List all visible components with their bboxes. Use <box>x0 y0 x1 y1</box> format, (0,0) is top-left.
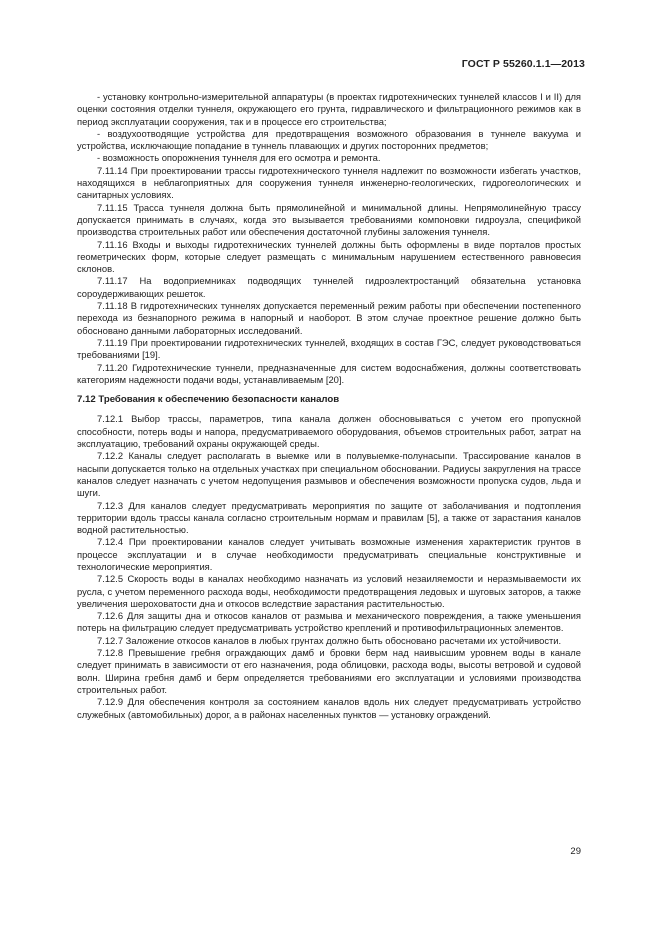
paragraph-7-12-1: 7.12.1 Выбор трассы, параметров, типа канала должен обосновываться с учетом его пропускной способности, потерь воды и напора, предусматриваемого оборудования, объемов строительных работ, затрат на эксплуатацию, требований охраны окружающей среды. <box>77 413 581 450</box>
paragraph-7-12-3: 7.12.3 Для каналов следует предусматривать мероприятия по защите от заболачивания и подтопления территории вдоль трассы канала согласно строительным нормам и правилам [5], а также от зарастания каналов водной растительностью. <box>77 499 581 536</box>
paragraph-7-12-6: 7.12.6 Для защиты дна и откосов каналов от размыва и механического повреждения, а также уменьшения потерь на фильтрацию следует предусматривать устройство креплений и противофильтрационных элементов. <box>77 610 581 634</box>
paragraph-7-11-14: 7.11.14 При проектировании трассы гидротехнического туннеля надлежит по возможности избегать участков, находящихся в неблагоприятных для сооружения туннеля инженерно-геологических, гидрогеологических и санитарных условиях. <box>77 164 581 201</box>
paragraph-7-12-7: 7.12.7 Заложение откосов каналов в любых грунтах должно быть обосновано расчетами их устойчивости. <box>97 634 562 646</box>
paragraph-7-11-19: 7.11.19 При проектировании гидротехнических туннелей, входящих в состав ГЭС, следует руководствоваться требованиями [19]. <box>77 336 581 361</box>
document-code: ГОСТ Р 55260.1.1—2013 <box>461 58 585 70</box>
paragraph-bullet-2: - воздухоотводящие устройства для предотвращения возможного образования в туннеле вакуума и устройства, исключающие попадание в туннель плавающих и других посторонних предметов; <box>77 127 581 152</box>
paragraph-bullet-3: - возможность опорожнения туннеля для его осмотра и ремонта. <box>97 152 381 164</box>
paragraph-7-11-15: 7.11.15 Трасса туннеля должна быть прямолинейной и минимальной длины. Непрямолинейную трассу допускается принимать в случаях, когда это вызывается требованиями компоновки гидроузла, спецификой производства строительных работ или обеспечения достаточной глубины заложения туннеля. <box>77 201 581 238</box>
section-heading-7-12: 7.12 Требования к обеспечению безопасности каналов <box>77 394 340 406</box>
paragraph-7-11-18: 7.11.18 В гидротехнических туннелях допускается переменный режим работы при обеспечении постепенного перехода из безнапорного режима в напорный и наоборот. В этом случае проектное решение должно быть обосновано данными лабораторных исследований. <box>77 300 581 336</box>
paragraph-7-12-4: 7.12.4 При проектировании каналов следует учитывать возможные изменения характеристик грунтов в процессе эксплуатации и в случае необходимости предусматривать специальные конструктивные и технологические мероприятия. <box>77 536 581 572</box>
paragraph-7-12-8: 7.12.8 Превышение гребня ограждающих дамб и бровки берм над наивысшим уровнем воды в канале следует принимать в зависимости от его назначения, рода облицовки, расхода воды, высоты ветровой и судовой волн. Ширина гребня дамб и берм определяется требованиями его эксплуатации и условиями производства строительных работ. <box>77 647 581 695</box>
page-body <box>77 91 581 721</box>
paragraph-7-11-17: 7.11.17 На водоприемниках подводящих туннелей гидроэлектростанций обязательна установка сороудерживающих решеток. <box>77 275 581 299</box>
paragraph-7-12-2: 7.12.2 Каналы следует располагать в выемке или в полувыемке-полунасыпи. Трассирование каналов в насыпи допускается только на отдельных участках при специальном обосновании. Радиусы закругления на трассе каналов следует назначать с учетом недопущения размывов и обеспечения возможности пропуска судов, льда и шуги. <box>77 450 581 499</box>
paragraph-7-11-16: 7.11.16 Входы и выходы гидротехнических туннелей должны быть оформлены в виде порталов простых геометрических форм, которые следует размещать с минимальным нарушением естественного равновесия склонов. <box>77 238 581 275</box>
paragraph-7-12-5: 7.12.5 Скорость воды в каналах необходимо назначать из условий незаиляемости и неразмываемости их русла, с учетом переменного расхода воды, необходимости предотвращения ледовых и шуговых заторов, а также увеличения шероховатости дна и откосов вследствие зарастания растительностью. <box>77 573 581 609</box>
page-number: 29 <box>570 846 581 857</box>
paragraph-7-11-20: 7.11.20 Гидротехнические туннели, предназначенные для систем водоснабжения, должны соответствовать категориям надежности подачи воды, устанавливаемым [20]. <box>77 361 581 385</box>
paragraph-7-12-9: 7.12.9 Для обеспечения контроля за состоянием каналов вдоль них следует предусматривать устройство служебных (автомобильных) дорог, а в районах населенных пунктов — установку ограждений. <box>77 696 581 720</box>
paragraph-bullet-1: - установку контрольно-измерительной аппаратуры (в проектах гидротехнических туннелей классов I и II) для оценки состояния отделки туннеля, окружающего его грунта, гидравлического и фильтрационного режимов как в период эксплуатации сооружения, так и в процессе его строительства; <box>77 91 581 127</box>
